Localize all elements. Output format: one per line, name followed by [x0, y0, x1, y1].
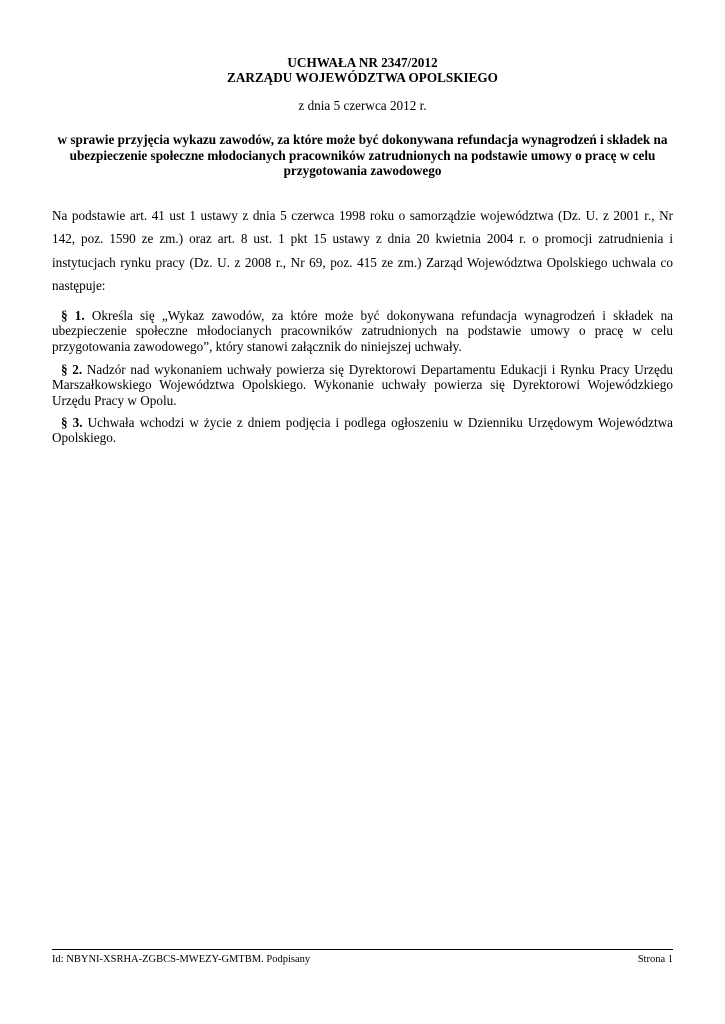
legal-basis-preamble: Na podstawie art. 41 ust 1 ustawy z dnia 5 czerwca 1998 roku o samorządzie województwa (Dz. U. z 2001 r., Nr 142, poz. 1590 ze zm.) oraz art. 8 ust. 1 pkt 15 ustawy z dnia 20 kwietnia 2004 r. o promocji zatrudnienia i instytucjach rynku pracy (Dz. U. z 2008 r., Nr 69, poz. 415 ze zm.) Zarząd Województwa Opolskiego uchwala co następuje:	[52, 208, 673, 293]
subject-line-2: ubezpieczenie społeczne młodocianych pracowników zatrudnionych na podstawie umowy o pracę w celu	[69, 147, 656, 163]
resolution-subject	[52, 132, 673, 179]
subject-line-3: przygotowania zawodowego	[283, 163, 442, 178]
document-id: Id: NBYNI-XSRHA-ZGBCS-MWEZY-GMTBM. Podpisany	[52, 954, 311, 965]
paragraph-3-label: § 3.	[61, 415, 83, 430]
paragraph-3	[52, 415, 673, 446]
title-line-2: ZARZĄDU WOJEWÓDZTWA OPOLSKIEGO	[227, 70, 498, 85]
title-line-1: UCHWAŁA NR 2347/2012	[287, 55, 438, 70]
subject-line-1: w sprawie przyjęcia wykazu zawodów, za które może być dokonywana refundacja wynagrodzeń i składek na	[57, 132, 668, 147]
paragraph-1-label: § 1.	[61, 308, 85, 323]
paragraph-3-text: Uchwała wchodzi w życie z dniem podjęcia i podlega ogłoszeniu w Dzienniku Urzędowym Województwa Opolskiego.	[52, 415, 674, 446]
paragraph-2-label: § 2.	[61, 362, 83, 377]
page-number: Strona 1	[637, 954, 673, 965]
paragraph-1	[52, 308, 673, 354]
paragraph-2	[52, 362, 673, 408]
footer-divider	[52, 949, 673, 950]
paragraph-1-text: Określa się „Wykaz zawodów, za które może być dokonywana refundacja wynagrodzeń i składek na ubezpieczenie społeczne młodocianych pracowników zatrudnionych na podstawie umowy o pracę w celu przygotowania zawodowego”, który stanowi załącznik do niniejszej uchwały.	[52, 308, 674, 354]
resolution-date: z dnia 5 czerwca 2012 r.	[298, 98, 427, 113]
resolution-title	[52, 55, 673, 85]
paragraph-2-text: Nadzór nad wykonaniem uchwały powierza się Dyrektorowi Departamentu Edukacji i Rynku Pracy Urzędu Marszałkowskiego Województwa Opolskiego. Wykonanie uchwały powierza się Dyrektorowi Wojewódzkiego Urzędu Pracy w Opolu.	[52, 362, 674, 408]
